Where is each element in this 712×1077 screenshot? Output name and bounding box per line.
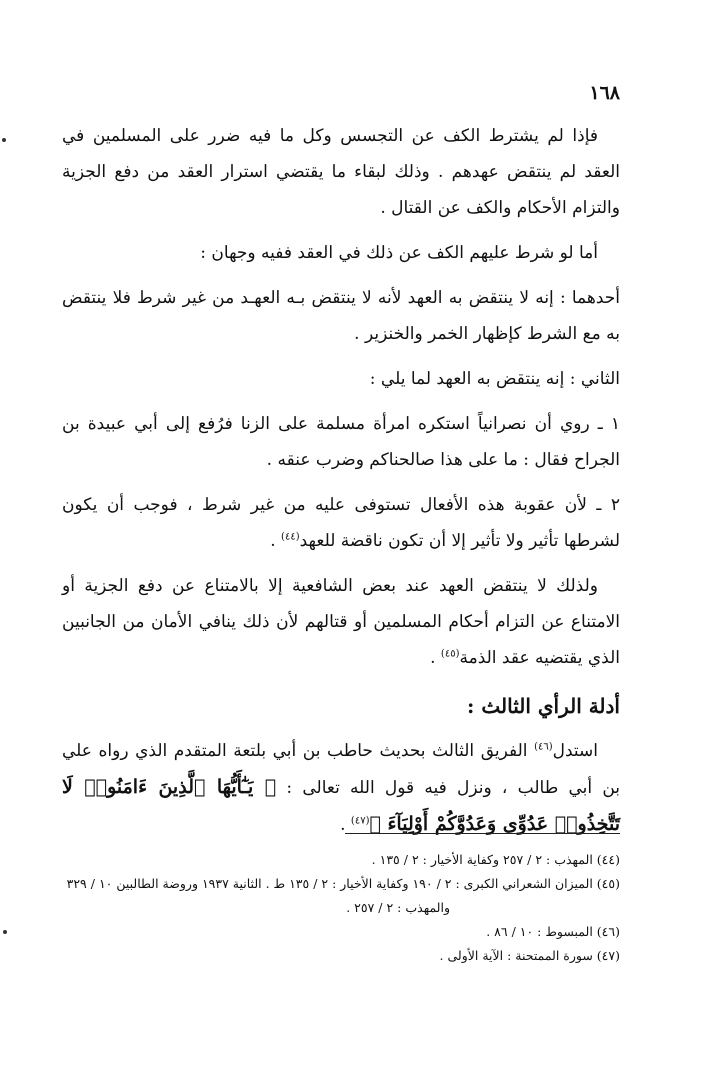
paragraph-8-end: . — [340, 815, 351, 835]
footnote-44: (٤٤) المهذب : ٢ / ٢٥٧ وكفاية الأخيار : ٢ / ١٣٥ . — [371, 852, 620, 867]
paragraph-7 — [62, 568, 620, 676]
paragraph-3: أحدهما : إنه لا ينتقض به العهد لأنه لا ينتقض بـه العهـد من غير شرط فلا ينتقض به مع الشرط كإظهار الخمر والخنزير . — [62, 288, 620, 344]
footnote-47: (٤٧) سورة الممتحنة : الآية الأولى . — [439, 948, 620, 963]
page-number: ١٦٨ — [589, 82, 620, 104]
footnotes — [62, 848, 620, 968]
main-text — [62, 118, 620, 843]
footnote-ref-45: (٤٥) — [440, 648, 460, 660]
footnote-45-continued: والمهذب : ٢ / ٢٥٧ . — [346, 900, 450, 915]
paragraph-6-text: ٢ ـ لأن عقوبة هذه الأفعال تستوفى عليه من غير شرط ، فوجب أن يكون لشرطها تأثير ولا تأثير إلا أن تكون ناقضة للعهد — [62, 495, 620, 551]
section-heading: أدلة الرأي الثالث : — [467, 694, 620, 718]
footnote-divider — [345, 833, 620, 834]
footnote-ref-44: (٤٤) — [281, 531, 300, 543]
footnote-ref-47: (٤٧) — [350, 815, 370, 827]
footnote-46: (٤٦) المبسوط : ١٠ / ٨٦ . — [486, 924, 620, 939]
paragraph-8 — [62, 733, 620, 843]
paragraph-7-end: . — [430, 648, 441, 668]
paragraph-1: فإذا لم يشترط الكف عن التجسس وكل ما فيه ضرر على المسلمين في العقد لم ينتقض عهدهم . وذلك لبقاء ما يقتضي استرار العقد من دفع الجزية والتزام الأحكام والكف عن القتال . — [62, 126, 620, 218]
paragraph-7-text: ولذلك لا ينتقض العهد عند بعض الشافعية إلا بالامتناع عن دفع الجزية أو الامتناع عن التزام أحكام المسلمين أو قتالهم لأن ذلك ينافي الأمان من الجانبين الذي يقتضيه عقد الذمة — [62, 576, 620, 668]
scan-edge-mark — [2, 138, 6, 142]
footnote-45: (٤٥) الميزان الشعراني الكبرى : ٢ / ١٩٠ وكفاية الأخيار : ٢ / ١٣٥ ط . الثانية ١٩٣٧ وروضة الطالبين ١٠ / ٣٢٩ — [66, 876, 620, 891]
paragraph-8-part2: الفريق الثالث بحديث حاطب بن أبي بلتعة المتقدم الذي رواه علي بن أبي طالب ، ونزل فيه قول الله تعالى : — [62, 741, 620, 798]
paragraph-5: ١ ـ روي أن نصرانياً استكره امرأة مسلمة على الزنا فرُفع إلى أبي عبيدة بن الجراح فقال : ما على هذا صالحناكم وضرب عنقه . — [62, 414, 620, 470]
paragraph-4: الثاني : إنه ينتقض به العهد لما يلي : — [369, 369, 620, 389]
paragraph-6 — [62, 487, 620, 559]
quran-verse: ﴿ يَـٰٓأَيُّهَا ٱلَّذِينَ ءَامَنُوا۟ لَا تَتَّخِذُوا۟ عَدُوِّى وَعَدُوَّكُمْ أَوْلِيَآءَ ﴾ — [62, 776, 620, 835]
paragraph-6-end: . — [270, 531, 282, 551]
paragraph-2: أما لو شرط عليهم الكف عن ذلك في العقد ففيه وجهان : — [200, 243, 598, 263]
scan-edge-mark — [3, 930, 7, 934]
footnote-ref-46: (٤٦) — [534, 741, 553, 753]
paragraph-8-part1: استدل — [552, 741, 598, 761]
